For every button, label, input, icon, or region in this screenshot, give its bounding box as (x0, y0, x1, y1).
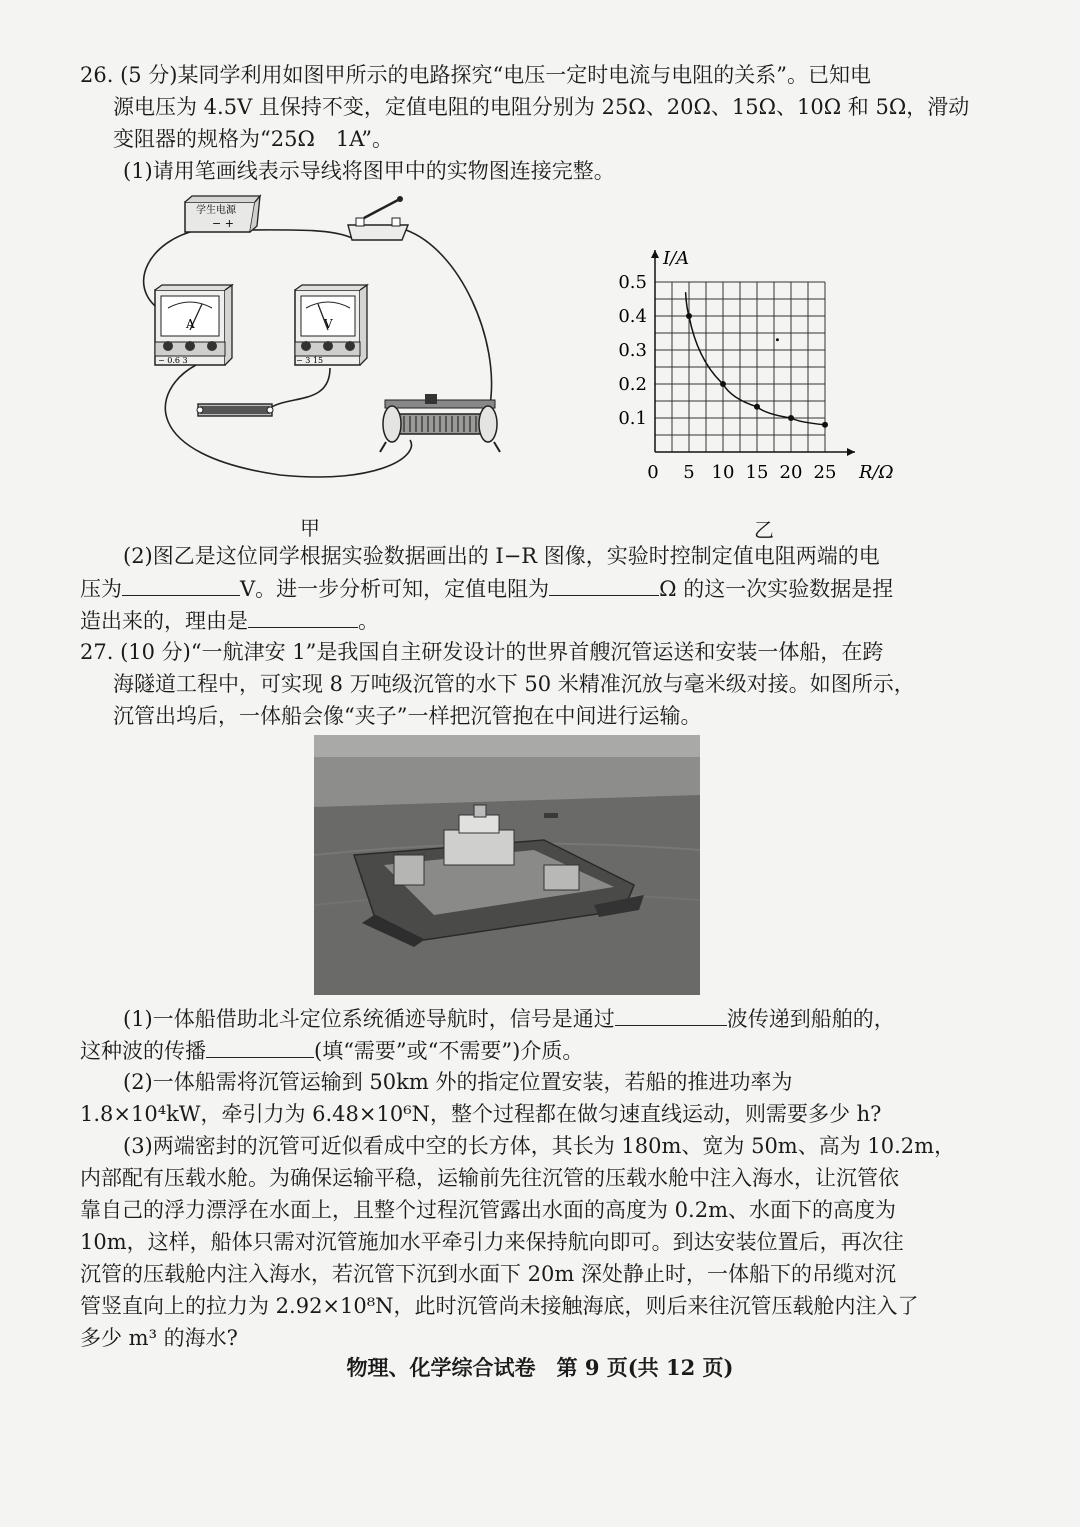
ammeter-scale: − 0.6 3 (158, 356, 188, 365)
x-tick-label: 20 (779, 462, 803, 483)
q27-part3-line3: 靠自己的浮力漂浮在水面上，且整个过程沉管露出水面的高度为 0.2m、水面下的高度为 (80, 1198, 896, 1222)
q27-part1-line1 (123, 1003, 895, 1034)
ship-photo (314, 735, 700, 995)
wire (406, 230, 492, 405)
chart-grid (655, 282, 825, 452)
wire (165, 365, 411, 477)
q27-part1-text: 这种波的传播 (80, 1039, 206, 1063)
answer-blank-wave[interactable] (615, 1003, 727, 1026)
circuit-figure (130, 190, 510, 480)
y-tick-label: 0.2 (618, 374, 647, 395)
voltmeter-letter: V (324, 317, 333, 331)
answer-blank-medium[interactable] (206, 1035, 314, 1058)
y-axis-arrow (651, 250, 659, 258)
answer-blank-reason[interactable] (248, 605, 358, 628)
x-axis-label: R/Ω (859, 462, 894, 483)
origin-label: 0 (647, 462, 659, 483)
q27-part1-text: 波传递到船舶的， (726, 1007, 895, 1031)
power-label: 学生电源 (196, 205, 236, 216)
ammeter (155, 285, 232, 365)
stray-point (776, 338, 779, 341)
figure-yi-caption: 乙 (754, 518, 774, 542)
q27-part2-line2: 1.8×10⁴kW，牵引力为 6.48×10⁶N，整个过程都在做匀速直线运动，则需要多少 h? (80, 1102, 882, 1126)
ir-chart (610, 240, 910, 485)
q27-part1-text: (填“需要”或“不需要”)介质。 (314, 1039, 584, 1063)
y-tick-label: 0.1 (618, 408, 647, 429)
x-tick-label: 25 (813, 462, 837, 483)
page-footer: 物理、化学综合试卷 第 9 页(共 12 页) (346, 1355, 734, 1380)
chart-labels (618, 248, 893, 483)
rheostat (380, 394, 500, 452)
q27-part1-line2 (80, 1035, 583, 1066)
q26-line2: 源电压为 4.5V 且保持不变，定值电阻的电阻分别为 25Ω、20Ω、15Ω、10Ω 和 5Ω，滑动 (113, 95, 970, 119)
q26-part1: (1)请用笔画线表示导线将图甲中的实物图连接完整。 (123, 159, 615, 183)
x-tick-label: 10 (711, 462, 735, 483)
switch (348, 196, 408, 240)
q27-part3-line4: 10m，这样，船体只需对沉管施加水平牵引力来保持航向即可。到达安装位置后，再次往 (80, 1230, 904, 1254)
y-axis-label: I/A (663, 248, 690, 269)
q27-line2: 海隧道工程中，可实现 8 万吨级沉管的水下 50 米精准沉放与毫米级对接。如图所示， (113, 672, 915, 696)
figure-jia-caption: 甲 (300, 516, 320, 540)
q27-part3-line5: 沉管的压载舱内注入海水，若沉管下沉到水面下 20m 深处静止时，一体船下的吊缆对沉 (80, 1262, 896, 1286)
data-point (686, 313, 692, 319)
data-point (788, 415, 794, 421)
q27-part3-line2: 内部配有压载水舱。为确保运输平稳，运输前先往沉管的压载水舱中注入海水，让沉管依 (80, 1166, 899, 1190)
x-tick-label: 15 (745, 462, 769, 483)
q26-part2-text: 。 (358, 609, 379, 633)
q27-part3-line1: (3)两端密封的沉管可近似看成中空的长方体，其长为 180m、宽为 50m、高为 10.2m， (123, 1134, 956, 1158)
data-point (822, 422, 828, 428)
q26-line1: 26. (5 分)某同学利用如图甲所示的电路探究“电压一定时电流与电阻的关系”。已知电 (80, 63, 871, 87)
q26-part2-text: Ω 的这一次实验数据是捏 (659, 577, 894, 601)
fixed-resistor (197, 404, 273, 416)
q26-part2-line1: (2)图乙是这位同学根据实验数据画出的 I−R 图像，实验时控制定值电阻两端的电 (123, 544, 880, 568)
x-axis-arrow (847, 448, 855, 456)
q27-part3-line7: 多少 m³ 的海水? (80, 1326, 238, 1350)
answer-blank-voltage[interactable] (122, 573, 240, 596)
answer-blank-resistance[interactable] (549, 573, 659, 596)
q26-part2-text: V。进一步分析可知，定值电阻为 (240, 577, 550, 601)
q26-part2-text: 造出来的，理由是 (80, 609, 248, 633)
y-tick-label: 0.3 (618, 340, 647, 361)
y-tick-label: 0.4 (618, 306, 647, 327)
y-tick-label: 0.5 (618, 272, 647, 293)
wire (270, 368, 330, 408)
ship-illustration (314, 735, 700, 995)
q27-part1-text: (1)一体船借助北斗定位系统循迹导航时，信号是通过 (123, 1007, 615, 1031)
q26-part2-line3 (80, 605, 379, 636)
q27-part3-line6: 管竖直向上的拉力为 2.92×10⁸N，此时沉管尚未接触海底，则后来往沉管压载舱内注入了 (80, 1294, 919, 1318)
q27-line1: 27. (10 分)“一航津安 1”是我国自主研发设计的世界首艘沉管运送和安装一体船，在跨 (80, 640, 884, 664)
q26-part2-line2 (80, 573, 893, 604)
q26-line3: 变阻器的规格为“25Ω 1A”。 (113, 127, 394, 151)
q27-line3: 沉管出坞后，一体船会像“夹子”一样把沉管抱在中间进行运输。 (113, 704, 702, 728)
x-tick-label: 5 (683, 462, 695, 483)
q26-part2-text: 压为 (80, 577, 122, 601)
q27-part2-line1: (2)一体船需将沉管运输到 50km 外的指定位置安装，若船的推进功率为 (123, 1070, 793, 1094)
data-point (754, 404, 760, 410)
data-point (720, 381, 726, 387)
voltmeter (295, 285, 367, 365)
power-terminals: − + (212, 217, 234, 230)
ammeter-letter: A (186, 317, 195, 331)
power-supply (185, 196, 260, 232)
voltmeter-scale: − 3 15 (296, 356, 324, 365)
